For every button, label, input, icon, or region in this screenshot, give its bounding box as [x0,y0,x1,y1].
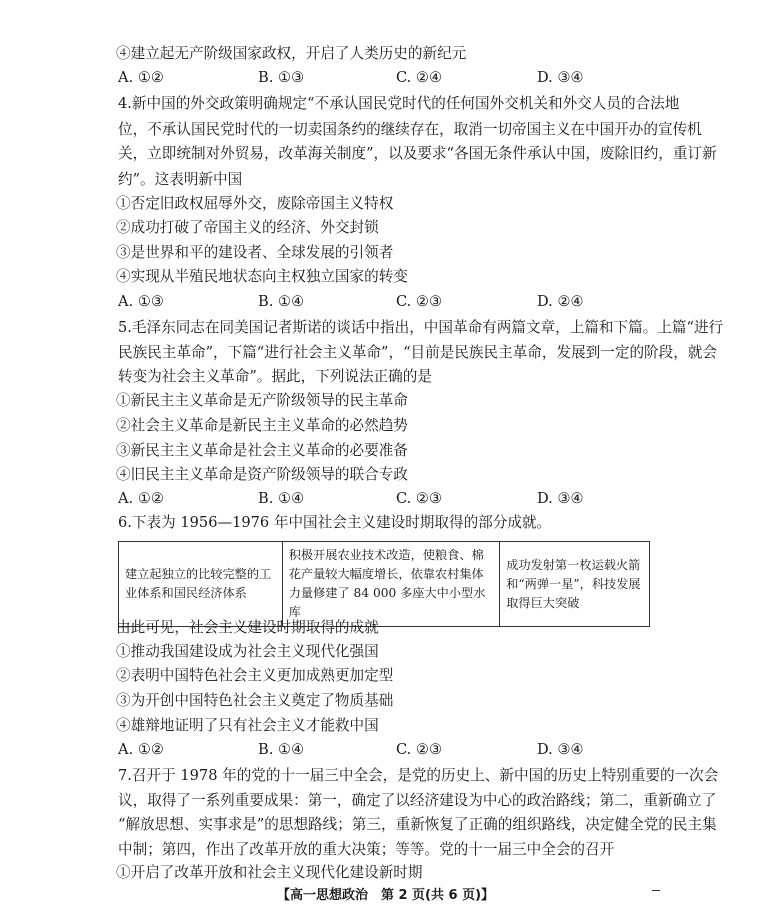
q5-option-d: D. ③④ [537,490,584,507]
q6-option-b: B. ①④ [258,741,305,758]
q4-stem-line-2: 位，不承认国民党时代的一切卖国条约的继续存在，取消一切帝国主义在中国开办的宣传机 [118,121,702,138]
q5-item-1: ①新民主主义革命是无产阶级领导的民主革命 [116,392,408,409]
q5-stem-line-1: 5.毛泽东同志在同美国记者斯诺的谈话中指出，中国革命有两篇文章，上篇和下篇。上篇“进行 [118,319,724,336]
q7-stem-line-4: 中制；第四，作出了改革开放的重大决策；等等。党的十一届三中全会的召开 [118,841,615,858]
q5-stem-line-2: 民族民主革命”，下篇“进行社会主义革命”，“目前是民族民主革命，发展到一定的阶段，就会 [118,344,718,361]
q5-option-c: C. ②③ [396,490,443,507]
q7-stem-line-1: 7.召开于 1978 年的党的十一届三中全会，是党的历史上、新中国的历史上特别重要的一次会 [118,767,719,784]
q4-option-a: A. ①③ [118,293,164,310]
q6-item-4: ④雄辩地证明了只有社会主义才能救中国 [116,717,379,734]
table-cell-agriculture: 积极开展农业技术改造，使粮食、棉花产量较大幅度增长，依靠农村集体力量修建了 84 000 多座大中小型水库 [282,542,499,627]
q4-stem-line-1: 4.新中国的外交政策明确规定“不承认国民党时代的任何国外交机关和外交人员的合法地 [118,95,680,112]
q3-options [118,68,678,88]
q3-option-b: B. ①③ [258,69,305,86]
q4-item-1: ①否定旧政权屈辱外交，废除帝国主义特权 [116,195,394,212]
q6-option-c: C. ②③ [396,741,443,758]
q4-option-d: D. ②④ [537,293,584,310]
q5-option-a: A. ①② [118,490,164,507]
q5-stem-line-3: 转变为社会主义革命”。据此，下列说法正确的是 [118,368,432,385]
q6-stem: 6.下表为 1956—1976 年中国社会主义建设时期取得的部分成就。 [118,514,552,531]
q6-item-3: ③为开创中国特色社会主义奠定了物质基础 [116,692,394,709]
q6-item-2: ②表明中国特色社会主义更加成熟更加定型 [116,667,394,684]
q6-item-1: ①推动我国建设成为社会主义现代化强国 [116,643,379,660]
q5-options [118,489,678,509]
q7-stem-line-2: 议，取得了一系列重要成果：第一，确定了以经济建设为中心的政治路线；第二，重新确立了 [118,792,717,809]
q4-stem-line-3: 关，立即统制对外贸易，改革海关制度”，以及要求“各国无条件承认中国，废除旧约，重订新 [118,145,717,162]
q4-option-c: C. ②③ [396,293,443,310]
q4-item-4: ④实现从半殖民地状态向主权独立国家的转变 [116,268,408,285]
q6-option-d: D. ③④ [537,741,584,758]
q5-item-3: ③新民主主义革命是社会主义革命的必要准备 [116,442,408,459]
q6-option-a: A. ①② [118,741,164,758]
q4-stem-line-4: 约”。这表明新中国 [118,171,243,188]
q6-options [118,740,678,760]
table-cell-industry: 建立起独立的比较完整的工业体系和国民经济体系 [119,542,283,627]
q4-options [118,292,678,312]
page-footer: 【高一思想政治 第 2 页(共 6 页)】 [276,888,495,903]
q5-option-b: B. ①④ [258,490,305,507]
q3-item-4: ④建立起无产阶级国家政权，开启了人类历史的新纪元 [116,45,467,62]
table-row [119,542,650,627]
q4-item-3: ③是世界和平的建设者、全球发展的引领者 [116,244,394,261]
q3-option-a: A. ①② [118,69,164,86]
q5-item-4: ④旧民主主义革命是资产阶级领导的联合专政 [116,466,408,483]
q5-item-2: ②社会主义革命是新民主主义革命的必然趋势 [116,417,408,434]
footer-mark [652,890,660,891]
q4-option-b: B. ①④ [258,293,305,310]
q4-item-2: ②成功打破了帝国主义的经济、外交封锁 [116,219,379,236]
q7-stem-line-3: “解放思想、实事求是”的思想路线；第三，重新恢复了正确的组织路线，决定健全党的民主集 [118,816,717,833]
table-cell-technology: 成功发射第一枚运载火箭和“两弹一星”，科技发展取得巨大突破 [500,542,650,627]
q6-lead: 由此可见，社会主义建设时期取得的成就 [116,619,379,636]
q3-option-c: C. ②④ [396,69,443,86]
q3-option-d: D. ③④ [537,69,584,86]
q7-item-1: ①开启了改革开放和社会主义现代化建设新时期 [116,864,423,881]
achievements-table [118,541,650,627]
